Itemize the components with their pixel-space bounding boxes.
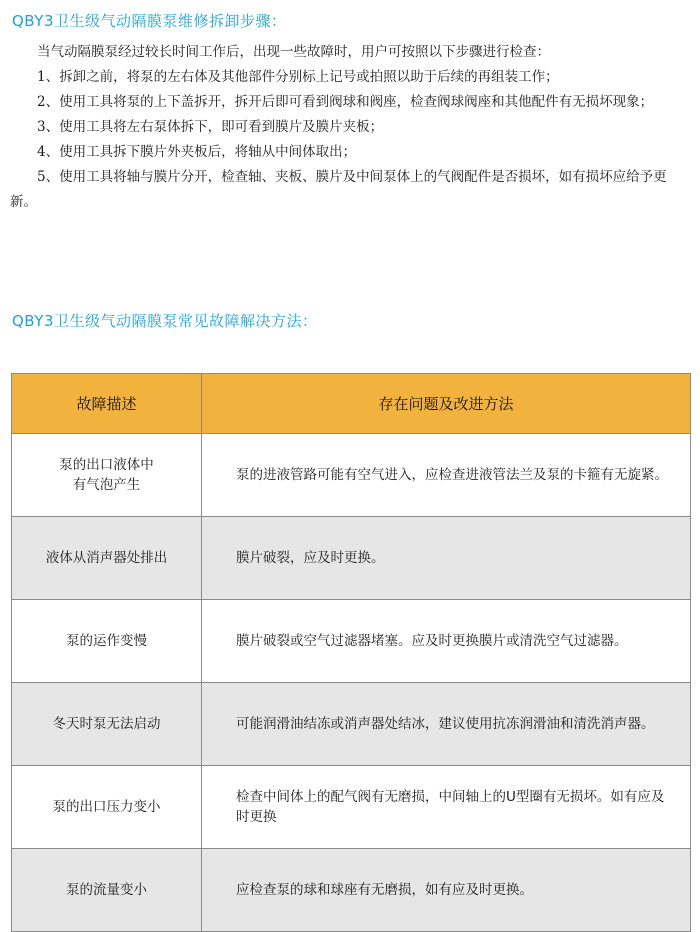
table-row: [12, 849, 691, 932]
header-problem: 故障描述: [12, 374, 202, 434]
table-row: [12, 683, 691, 766]
solution-cell: 泵的进液管路可能有空气进入，应检查进液管法兰及泵的卡箍有无旋紧。: [202, 434, 691, 517]
problem-cell: 泵的流量变小: [12, 849, 202, 932]
table-row: [12, 434, 691, 517]
step-item: 5、使用工具将轴与膜片分开，检查轴、夹板、膜片及中间泵体上的气阀配件是否损坏，如有损坏应给予更新。: [10, 169, 667, 210]
solution-cell: 膜片破裂，应及时更换。: [202, 517, 691, 600]
disassembly-steps: [10, 40, 690, 215]
problem-cell: 泵的出口压力变小: [12, 766, 202, 849]
header-solution: 存在问题及改进方法: [202, 374, 691, 434]
step-item: 2、使用工具将泵的上下盖拆开，拆开后即可看到阀球和阀座，检查阀球阀座和其他配件有无损坏现象；: [37, 94, 654, 110]
problem-cell: 泵的运作变慢: [12, 600, 202, 683]
step-item: 4、使用工具拆下膜片外夹板后，将轴从中间体取出；: [37, 144, 357, 160]
section-heading-troubleshooting: QBY3卫生级气动隔膜泵常见故障解决方法：: [12, 312, 318, 330]
section-heading-disassembly: QBY3卫生级气动隔膜泵维修拆卸步骤：: [12, 12, 287, 30]
troubleshooting-table: [11, 373, 691, 932]
step-item: 1、拆卸之前，将泵的左右体及其他部件分别标上记号或拍照以助于后续的再组装工作；: [37, 69, 559, 85]
table-row: [12, 766, 691, 849]
step-item: 3、使用工具将左右泵体拆下，即可看到膜片及膜片夹板；: [37, 119, 384, 135]
solution-cell: 可能润滑油结冻或消声器处结冰，建议使用抗冻润滑油和清洗消声器。: [202, 683, 691, 766]
problem-cell: 泵的出口液体中有气泡产生: [12, 434, 202, 517]
problem-cell: 液体从消声器处排出: [12, 517, 202, 600]
steps-intro: 当气动隔膜泵经过较长时间工作后，出现一些故障时，用户可按照以下步骤进行检查：: [37, 44, 550, 60]
solution-cell: 膜片破裂或空气过滤器堵塞。应及时更换膜片或清洗空气过滤器。: [202, 600, 691, 683]
table-header-row: [12, 374, 691, 434]
solution-cell: 应检查泵的球和球座有无磨损，如有应及时更换。: [202, 849, 691, 932]
table-row: [12, 517, 691, 600]
solution-cell: 检查中间体上的配气阀有无磨损，中间轴上的U型圈有无损坏。如有应及时更换: [202, 766, 691, 849]
table-row: [12, 600, 691, 683]
problem-cell: 冬天时泵无法启动: [12, 683, 202, 766]
